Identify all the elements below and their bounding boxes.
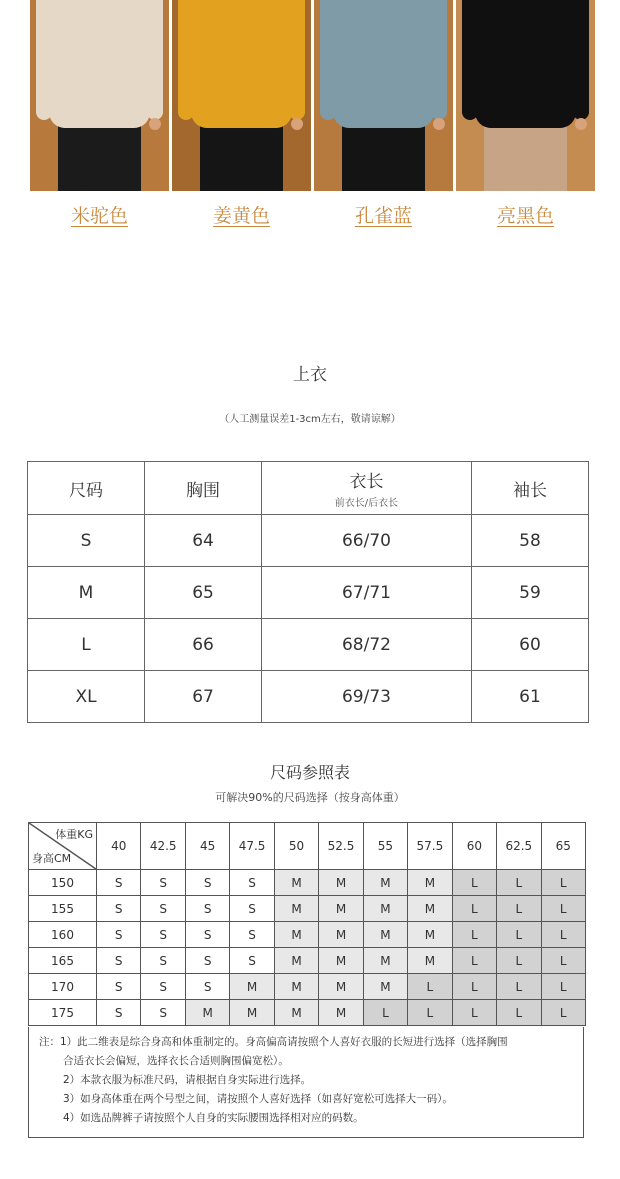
hand [291, 118, 303, 130]
hand [149, 118, 161, 130]
size-cell: S [141, 870, 185, 896]
trousers [58, 124, 141, 191]
height-cell: 165 [29, 948, 97, 974]
sleeve-right [289, 0, 305, 120]
size-cell: L [452, 870, 496, 896]
sleeve-left [36, 0, 52, 120]
size-cell: L [497, 870, 541, 896]
size-cell: L [452, 974, 496, 1000]
weight-header: 60 [452, 823, 496, 870]
note-line: 合适衣长会偏短，选择衣长合适则胸围偏宽松）。 [63, 1055, 289, 1067]
size-cell: S [230, 922, 274, 948]
size-reference-note: 可解决90%的尺码选择（按身高体重） [215, 791, 405, 804]
note-line: 3）如身高体重在两个号型之间，请按照个人喜好选择（如喜好宽松可选择大一码）。 [63, 1093, 453, 1105]
sleeve-left [462, 0, 478, 120]
size-cell: M [363, 870, 407, 896]
top-section-title: 上衣 [293, 365, 327, 385]
weight-header: 52.5 [319, 823, 363, 870]
size-cell: M [319, 948, 363, 974]
cell-sleeve: 61 [471, 671, 588, 723]
garment-size-table [27, 461, 589, 723]
size-cell: L [497, 948, 541, 974]
size-cell: M [408, 922, 452, 948]
sleeve-right [147, 0, 163, 120]
note-line: 注：1）此二维表是综合身高和体重制定的。身高偏高请按照个人喜好衣服的长短进行选择（选择胸围 [39, 1036, 508, 1048]
weight-header: 57.5 [408, 823, 452, 870]
size-cell: S [141, 948, 185, 974]
color-labels [30, 201, 595, 228]
size-cell: M [274, 922, 318, 948]
size-cell: L [408, 974, 452, 1000]
measurement-note: （人工测量误差1-3cm左右，敬请谅解） [219, 414, 401, 425]
size-cell: S [97, 1000, 141, 1026]
trousers [484, 124, 567, 191]
size-cell: M [408, 870, 452, 896]
size-cell: L [541, 1000, 585, 1026]
product-photo-strip [30, 0, 595, 191]
size-cell: M [319, 896, 363, 922]
sleeve-right [431, 0, 447, 120]
size-cell: L [541, 974, 585, 1000]
sweater [191, 0, 291, 128]
photo-black[interactable] [456, 0, 595, 191]
weight-header-row [29, 823, 586, 870]
size-cell: S [141, 896, 185, 922]
height-cell: 150 [29, 870, 97, 896]
cell-sleeve: 58 [471, 515, 588, 567]
table-row [28, 515, 589, 567]
size-cell: M [274, 974, 318, 1000]
color-label-peacock-blue[interactable]: 孔雀蓝 [354, 205, 412, 227]
header-length [262, 462, 472, 515]
table-row [29, 974, 586, 1000]
cell-size: S [28, 515, 145, 567]
color-label-black[interactable]: 亮黑色 [496, 205, 554, 227]
size-cell: M [274, 896, 318, 922]
size-cell: M [408, 896, 452, 922]
cell-size: L [28, 619, 145, 671]
size-cell: S [185, 870, 229, 896]
sweater [49, 0, 149, 128]
size-cell: M [319, 870, 363, 896]
trousers [342, 124, 425, 191]
cell-sleeve: 60 [471, 619, 588, 671]
weight-header: 40 [97, 823, 141, 870]
table-row [28, 619, 589, 671]
size-cell: S [141, 922, 185, 948]
size-cell: M [274, 948, 318, 974]
size-cell: M [319, 974, 363, 1000]
table-row [28, 567, 589, 619]
cell-chest: 64 [145, 515, 262, 567]
weight-axis-label: 体重KG [55, 828, 93, 841]
size-cell: L [452, 896, 496, 922]
header-sleeve: 袖长 [471, 462, 588, 515]
size-cell: S [230, 896, 274, 922]
cell-chest: 65 [145, 567, 262, 619]
size-cell: M [185, 1000, 229, 1026]
table-header-row [28, 462, 589, 515]
weight-header: 65 [541, 823, 585, 870]
size-cell: M [408, 948, 452, 974]
size-cell: L [541, 896, 585, 922]
size-cell: S [185, 974, 229, 1000]
corner-cell [29, 823, 97, 870]
header-length-label: 衣长 [349, 472, 384, 492]
cell-chest: 66 [145, 619, 262, 671]
size-cell: M [363, 948, 407, 974]
sweater [333, 0, 433, 128]
height-cell: 155 [29, 896, 97, 922]
size-reference-title: 尺码参照表 [269, 763, 350, 782]
photo-ginger[interactable] [172, 0, 311, 191]
cell-chest: 67 [145, 671, 262, 723]
size-cell: M [363, 974, 407, 1000]
cell-length: 66/70 [262, 515, 472, 567]
weight-header: 47.5 [230, 823, 274, 870]
size-cell: S [141, 1000, 185, 1026]
header-chest: 胸围 [145, 462, 262, 515]
note-line: 4）如选品牌裤子请按照个人自身的实际腰围选择相对应的码数。 [63, 1112, 364, 1124]
weight-header: 45 [185, 823, 229, 870]
weight-header: 55 [363, 823, 407, 870]
size-cell: S [97, 922, 141, 948]
weight-header: 50 [274, 823, 318, 870]
size-cell: M [274, 1000, 318, 1026]
size-cell: L [497, 974, 541, 1000]
sleeve-right [573, 0, 589, 120]
size-cell: M [319, 1000, 363, 1026]
photo-beige[interactable] [30, 0, 169, 191]
table-row [29, 922, 586, 948]
size-cell: S [230, 870, 274, 896]
color-label-ginger[interactable]: 姜黄色 [212, 205, 270, 227]
size-cell: L [452, 1000, 496, 1026]
size-cell: S [185, 922, 229, 948]
height-cell: 170 [29, 974, 97, 1000]
size-cell: S [185, 896, 229, 922]
cell-length: 67/71 [262, 567, 472, 619]
photo-peacock-blue[interactable] [314, 0, 453, 191]
size-notes [28, 1027, 584, 1138]
size-cell: S [97, 870, 141, 896]
size-cell: L [452, 948, 496, 974]
size-reference-table [28, 822, 586, 1026]
size-cell: S [141, 974, 185, 1000]
header-length-sub: 前衣长/后衣长 [334, 498, 399, 509]
size-cell: L [363, 1000, 407, 1026]
size-cell: L [497, 922, 541, 948]
size-cell: L [497, 896, 541, 922]
cell-size: M [28, 567, 145, 619]
table-row [29, 896, 586, 922]
table-row [29, 870, 586, 896]
weight-header: 42.5 [141, 823, 185, 870]
size-cell: L [452, 922, 496, 948]
size-cell: L [541, 948, 585, 974]
size-cell: S [185, 948, 229, 974]
size-cell: L [497, 1000, 541, 1026]
hand [575, 118, 587, 130]
table-row [28, 671, 589, 723]
size-cell: M [363, 896, 407, 922]
sleeve-left [320, 0, 336, 120]
size-cell: L [408, 1000, 452, 1026]
hand [433, 118, 445, 130]
size-cell: M [363, 922, 407, 948]
size-cell: M [230, 974, 274, 1000]
size-cell: S [97, 896, 141, 922]
cell-sleeve: 59 [471, 567, 588, 619]
height-axis-label: 身高CM [32, 852, 72, 865]
weight-header: 62.5 [497, 823, 541, 870]
size-cell: S [97, 974, 141, 1000]
trousers [200, 124, 283, 191]
size-cell: L [541, 870, 585, 896]
size-cell: M [274, 870, 318, 896]
header-size: 尺码 [28, 462, 145, 515]
cell-length: 68/72 [262, 619, 472, 671]
sleeve-left [178, 0, 194, 120]
size-cell: L [541, 922, 585, 948]
size-cell: S [97, 948, 141, 974]
table-row [29, 1000, 586, 1026]
table-row [29, 948, 586, 974]
height-cell: 175 [29, 1000, 97, 1026]
size-cell: M [319, 922, 363, 948]
color-label-beige[interactable]: 米驼色 [70, 205, 128, 227]
size-cell: S [230, 948, 274, 974]
note-line: 2）本款衣服为标准尺码，请根据自身实际进行选择。 [63, 1074, 312, 1086]
cell-size: XL [28, 671, 145, 723]
sweater [475, 0, 575, 128]
height-cell: 160 [29, 922, 97, 948]
size-cell: M [230, 1000, 274, 1026]
cell-length: 69/73 [262, 671, 472, 723]
